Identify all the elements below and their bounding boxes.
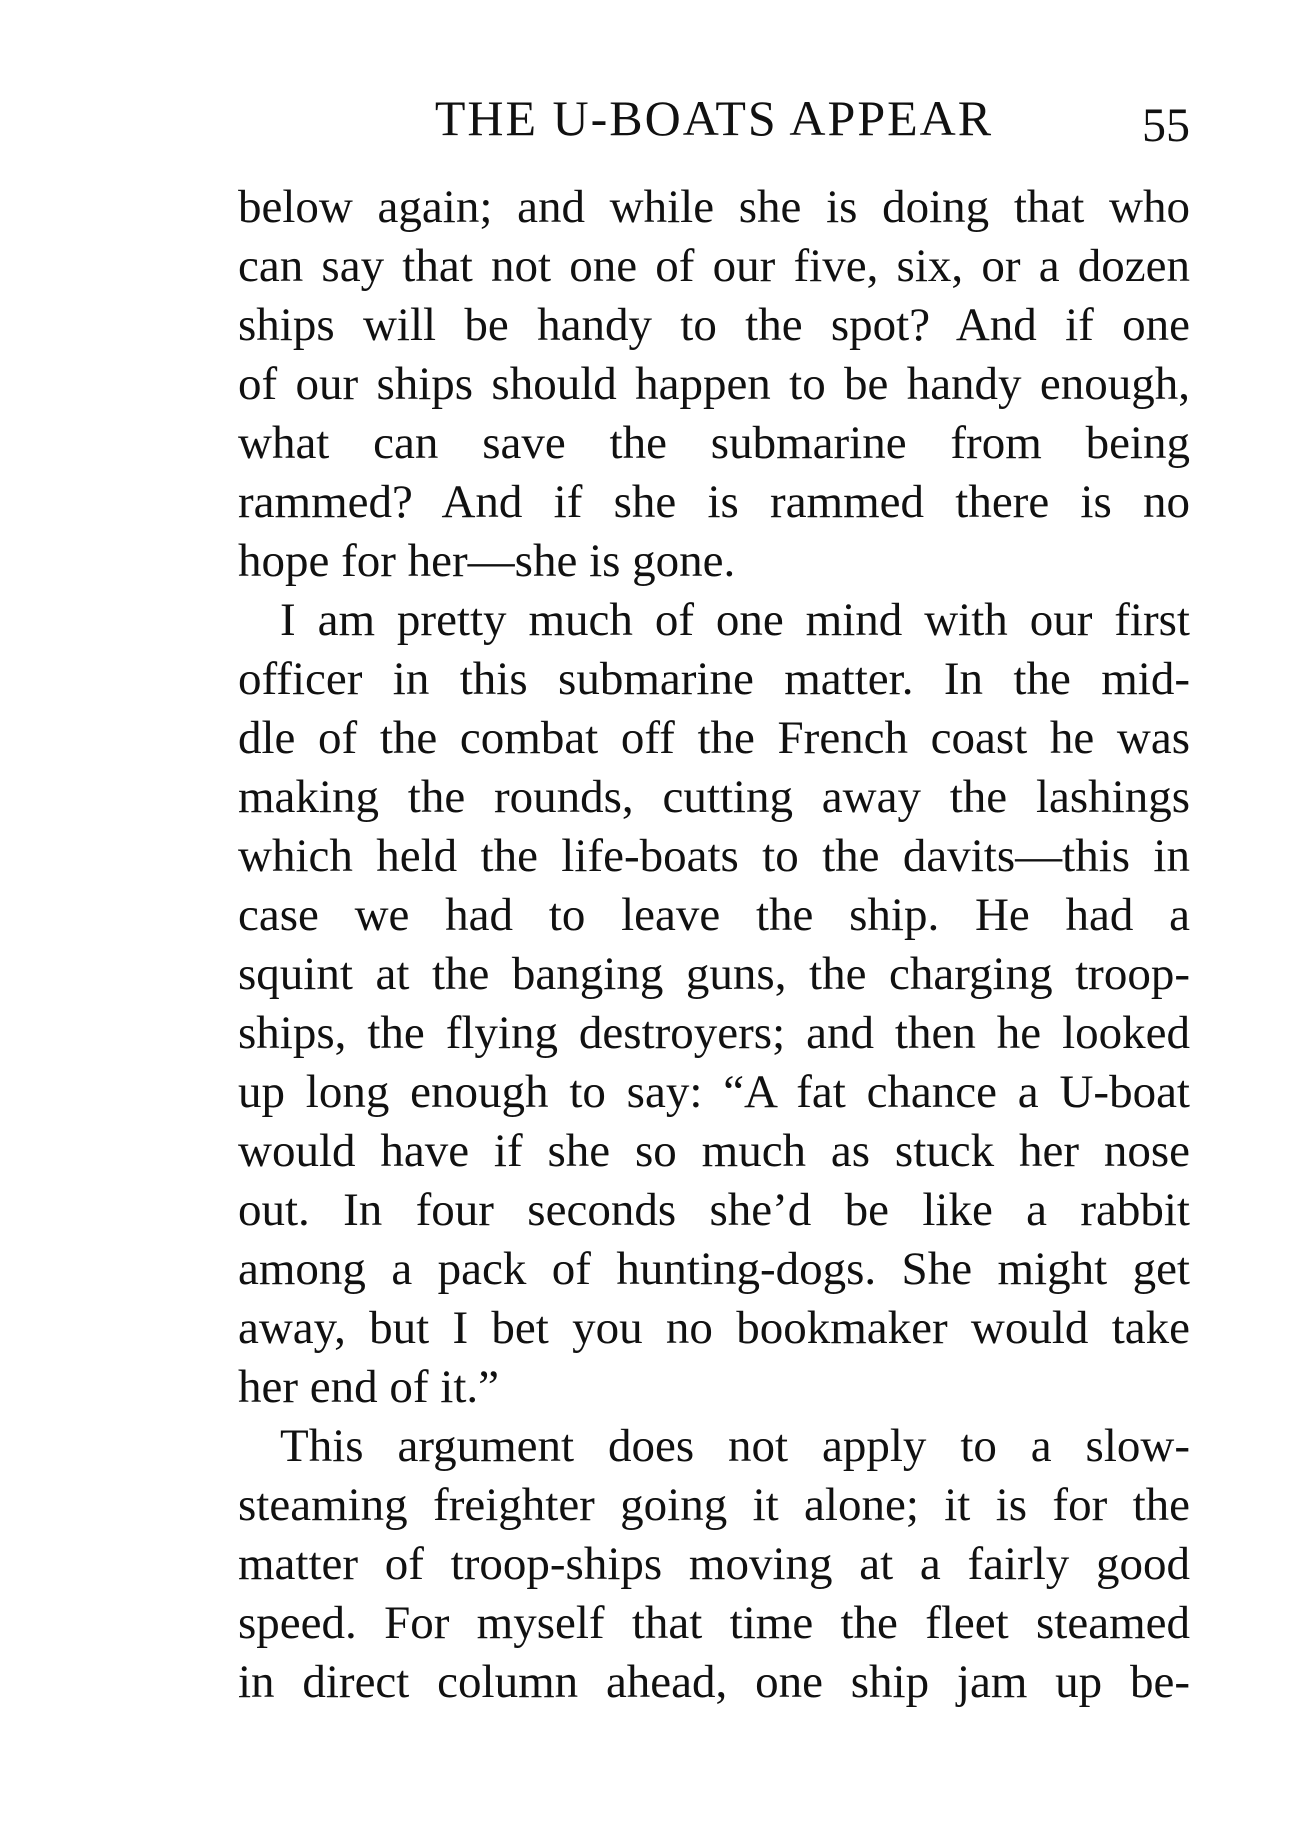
text-line: rammed? And if she is rammed there is no — [238, 476, 1190, 528]
text-line: dle of the combat off the French coast he was — [238, 712, 1190, 764]
text-line: hope for her—she is gone. — [238, 535, 736, 587]
paragraph-start-line: I am pretty much of one mind with our first — [280, 594, 1190, 646]
text-line: out. In four seconds she’d be like a rabbit — [238, 1184, 1190, 1236]
text-line: officer in this submarine matter. In the mid- — [238, 653, 1190, 705]
text-line: ships, the flying destroyers; and then he looked — [238, 1007, 1190, 1059]
text-line: below again; and while she is doing that who — [238, 181, 1190, 233]
text-line: her end of it.” — [238, 1361, 500, 1413]
text-line: which held the life-boats to the davits—this in — [238, 830, 1190, 882]
paragraph-start-line: This argument does not apply to a slow- — [280, 1420, 1190, 1472]
text-line: in direct column ahead, one ship jam up be- — [238, 1656, 1190, 1708]
text-line: up long enough to say: “A fat chance a U-boat — [238, 1066, 1190, 1118]
text-line: speed. For myself that time the fleet steamed — [238, 1597, 1190, 1649]
text-line: squint at the banging guns, the charging troop- — [238, 948, 1190, 1000]
text-line: case we had to leave the ship. He had a — [238, 889, 1190, 941]
running-head — [238, 88, 1190, 168]
running-title: THE U-BOATS APPEAR — [434, 90, 994, 146]
body-text — [238, 178, 1190, 1712]
page-number: 55 — [1142, 99, 1190, 152]
text-line: ships will be handy to the spot? And if one — [238, 299, 1190, 351]
text-line: can say that not one of our five, six, or a dozen — [238, 240, 1190, 292]
text-line: steaming freighter going it alone; it is for the — [238, 1479, 1190, 1531]
text-line: matter of troop-ships moving at a fairly good — [238, 1538, 1190, 1590]
text-line: among a pack of hunting-dogs. She might get — [238, 1243, 1190, 1295]
text-line: would have if she so much as stuck her nose — [238, 1125, 1190, 1177]
text-line: of our ships should happen to be handy enough, — [238, 358, 1190, 410]
text-line: what can save the submarine from being — [238, 417, 1190, 469]
text-line: making the rounds, cutting away the lashings — [238, 771, 1190, 823]
text-line: away, but I bet you no bookmaker would take — [238, 1302, 1190, 1354]
